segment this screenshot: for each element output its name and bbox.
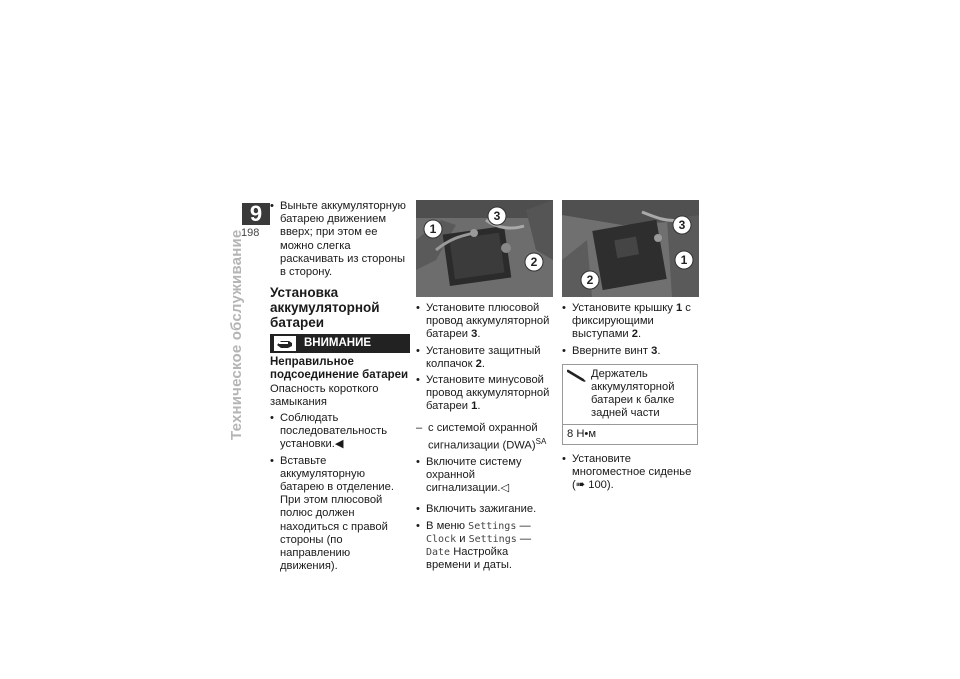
svg-text:1: 1 [680, 253, 688, 267]
warning-hand-icon [274, 336, 296, 351]
bullet-plus-text: Установите плюсовой провод аккумуляторной батареи [426, 302, 550, 341]
svg-text:3: 3 [678, 218, 686, 232]
torque-spec-value: 8 Н•м [567, 427, 597, 440]
svg-text:2: 2 [586, 273, 594, 287]
bullet-cover-text: Установите крышку [572, 302, 676, 314]
bullet-remove-battery: • Выньте аккумуляторную батарею движением вверх; при этом ее можно слегка раскачивать из стороны в сторону. [270, 200, 410, 279]
bullet-minus-cable: • Установите минусовой провод аккумуляторной батареи 1. [416, 374, 554, 414]
bullet-screw: • Вверните винт 3. [562, 345, 702, 358]
sa-superscript: SA [535, 436, 547, 446]
end-marker-icon: ◀ [334, 438, 344, 451]
bullet-insert-battery: • Вставьте аккумуляторную батарею в отделение. При этом плюсовой полюс должен находиться с правой стороны (по направлению движения). [270, 455, 410, 574]
ref-number: 2 [475, 357, 482, 370]
ref-number: 1 [471, 400, 478, 413]
ref-number: 3 [651, 344, 658, 357]
menu-suffix: Настройка времени и даты. [426, 545, 512, 572]
warning-label: ВНИМАНИЕ [304, 337, 372, 350]
page-number: 198 [241, 227, 260, 239]
torque-spec-description [563, 365, 697, 425]
dash-text: с системой охранной сигнализации (DWA) [428, 421, 538, 452]
torque-spec-text: Держатель аккумуляторной батареи к балке задней части [591, 367, 675, 420]
svg-text:3: 3 [493, 209, 501, 223]
column-3 [562, 200, 702, 495]
menu-clock: Clock [426, 533, 457, 545]
warning-title: Неправильное подсоединение батареи [270, 356, 409, 382]
ref-number: 2 [631, 328, 638, 341]
bullet-order [270, 412, 410, 452]
svg-text:1: 1 [429, 222, 437, 236]
column-2 [416, 200, 554, 575]
battery-photo-2 [562, 200, 699, 297]
battery-photo-1 [416, 200, 553, 297]
bullet-plus-cable: • Установите плюсовой провод аккумуляторной батареи 3. [416, 302, 554, 342]
bullet-order-text: Соблюдать последовательность установки. [280, 412, 388, 451]
menu-date: Date [426, 546, 451, 558]
chapter-side-title: Техническое обслуживание [228, 229, 245, 440]
bullet-ignition: • Включить зажигание. [416, 503, 554, 516]
bullet-alarm-text: Включите систему охранной сигнализации. [426, 455, 522, 495]
menu-sep-2: — [516, 532, 532, 545]
menu-prefix: В меню [426, 519, 469, 532]
bullet-minus-text: Установите минусовой провод аккумуляторной батареи [426, 374, 550, 413]
chapter-number-tab: 9 [242, 203, 270, 225]
menu-sep-1: — [516, 519, 531, 532]
ref-number: 3 [471, 328, 478, 341]
menu-settings-2: Settings [468, 533, 517, 545]
section-heading: Установка аккумуляторной батареи [270, 285, 380, 331]
bullet-cover-text-2: с фиксирующими выступами [572, 302, 691, 341]
svg-text:2: 2 [530, 255, 538, 269]
page-ref-arrow-icon: ➠ [575, 479, 586, 492]
ref-number: 1 [675, 302, 683, 314]
bullet-screw-text: Вверните винт [572, 344, 652, 357]
wrench-icon [567, 369, 587, 383]
warning-bar [270, 334, 410, 353]
torque-spec-box [562, 364, 698, 445]
bullet-menu [416, 520, 554, 573]
bullet-alarm [416, 456, 554, 496]
bullet-seat [562, 453, 702, 493]
dash-dwa [416, 422, 554, 453]
bullet-seat-end: ). [606, 479, 614, 492]
warning-text: Опасность короткого замыкания [270, 382, 379, 408]
bullet-seat-text: Установите многоместное сиденье ( [572, 452, 692, 492]
menu-and: и [456, 532, 469, 545]
bullet-cap-text: Установите защитный колпачок [426, 344, 541, 370]
bullet-cover: • Установите крышку 1 с фиксирующими выступами 2. [562, 302, 702, 342]
bullet-cap: • Установите защитный колпачок 2. [416, 345, 554, 371]
page-ref-number[interactable]: 100 [588, 479, 607, 492]
column-1 [270, 200, 410, 576]
end-marker-outline-icon: ◁ [500, 482, 510, 495]
menu-settings-1: Settings [468, 520, 517, 532]
